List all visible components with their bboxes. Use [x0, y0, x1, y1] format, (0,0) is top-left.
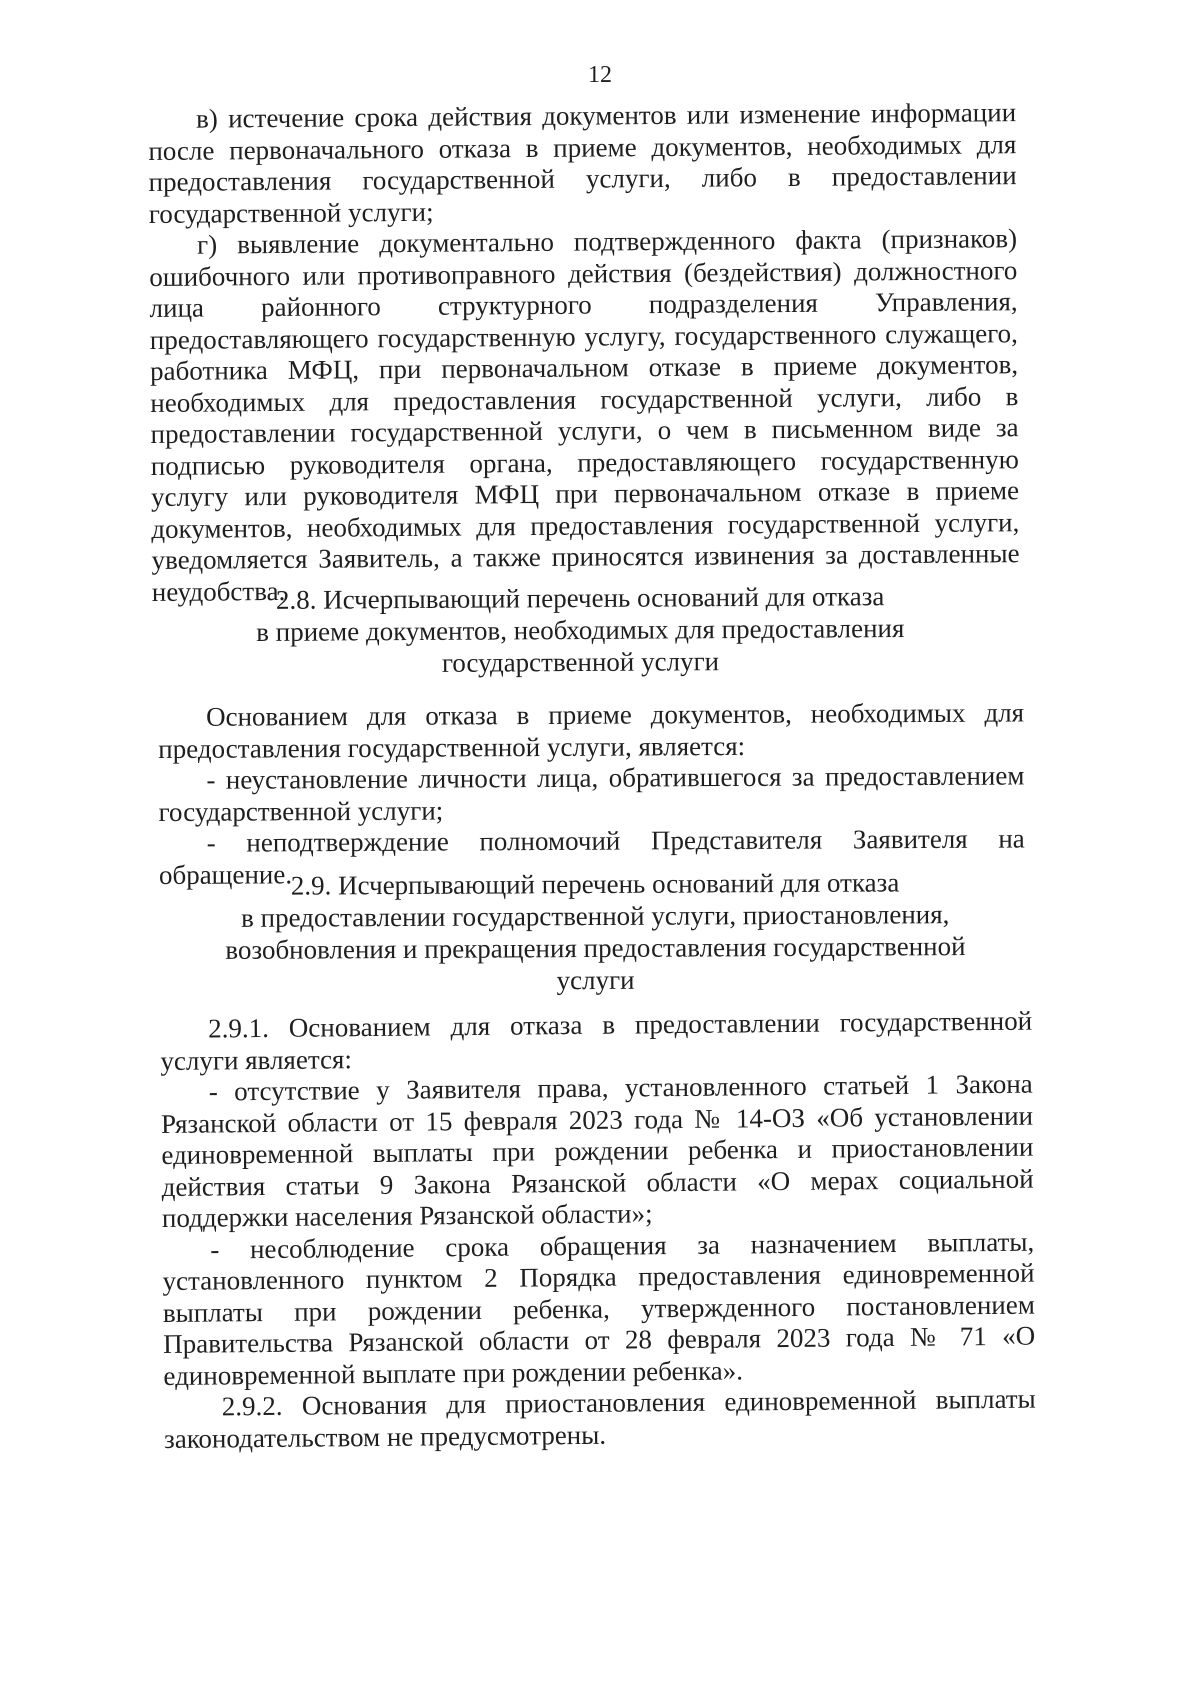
block-refusal-service — [160, 1006, 1036, 1455]
heading-line: 2.8. Исчерпывающий перечень оснований для отказа — [275, 581, 885, 615]
heading-line: 2.9. Исчерпывающий перечень оснований для отказа — [290, 867, 900, 901]
paragraph-item-g: г) выявление документально подтвержденного факта (признаков) ошибочного или противоправного действия (бездействия) должностного лица районного структурного подразделения Управления, предоставляющего государственную услугу, государственного служащего, работника МФЦ, при первоначальном отказе в приеме документов, необходимых для предоставления государственной услуги, либо в предоставлении государственной услуги, о чем в письменном виде за подписью руководителя органа, предоставляющего государственную услугу или руководителя МФЦ при первоначальном отказе в приеме документов, необходимых для предоставления государственной услуги, уведомляется Заявитель, а также приносятся извинения за доставленные неудобства. — [149, 223, 1020, 607]
list-item: - неустановление личности лица, обратившегося за предоставлением государственной услуги; — [158, 760, 1025, 827]
heading-line: государственной услуги — [441, 646, 720, 678]
paragraph-intro: Основанием для отказа в приеме документов, необходимых для предоставления государственной услуги, является: — [158, 697, 1025, 764]
section-heading-2-8 — [190, 580, 971, 681]
paragraph-item-v: в) истечение срока действия документов или изменение информации после первоначального отказа в приеме документов, необходимых для предоставления государственной услуги, либо в предоставлении государственной услуги; — [148, 97, 1017, 229]
section-heading-2-9 — [185, 866, 1006, 998]
heading-line: возобновления и прекращения предоставления государственной — [225, 931, 966, 965]
page-number: 12 — [588, 62, 612, 88]
list-item: - отсутствие у Заявителя права, установленного статьей 1 Закона Рязанской области от 15 февраля 2023 года № 14-ОЗ «Об установлении единовременной выплаты при рождении ребенка и приостановлении действия статьи 9 Закона Рязанской области «О мерах социальной поддержки населения Рязанской области»; — [160, 1068, 1034, 1233]
heading-line: в предоставлении государственной услуги, приостановления, — [241, 899, 950, 933]
list-item: - несоблюдение срока обращения за назначением выплаты, установленного пунктом 2 Порядка предоставления единовременной выплаты при рождении ребенка, утвержденного постановлением Правительства Рязанской области от 28 февраля 2023 года № 71 «О единовременной выплате при рождении ребенка». — [162, 1226, 1036, 1391]
paragraph-2-9-1: 2.9.1. Основанием для отказа в предоставлении государственной услуги является: — [160, 1005, 1033, 1076]
heading-line: в приеме документов, необходимых для предоставления — [256, 613, 905, 647]
list-item: - неподтверждение полномочий Представителя Заявителя на обращение. — [158, 823, 1025, 890]
heading-line: услуги — [556, 964, 635, 996]
block-grounds-list — [148, 97, 1020, 608]
paragraph-2-9-2: 2.9.2. Основания для приостановления единовременной выплаты законодательством не предусмотрены. — [163, 1383, 1036, 1454]
block-refusal-documents — [158, 697, 1025, 891]
